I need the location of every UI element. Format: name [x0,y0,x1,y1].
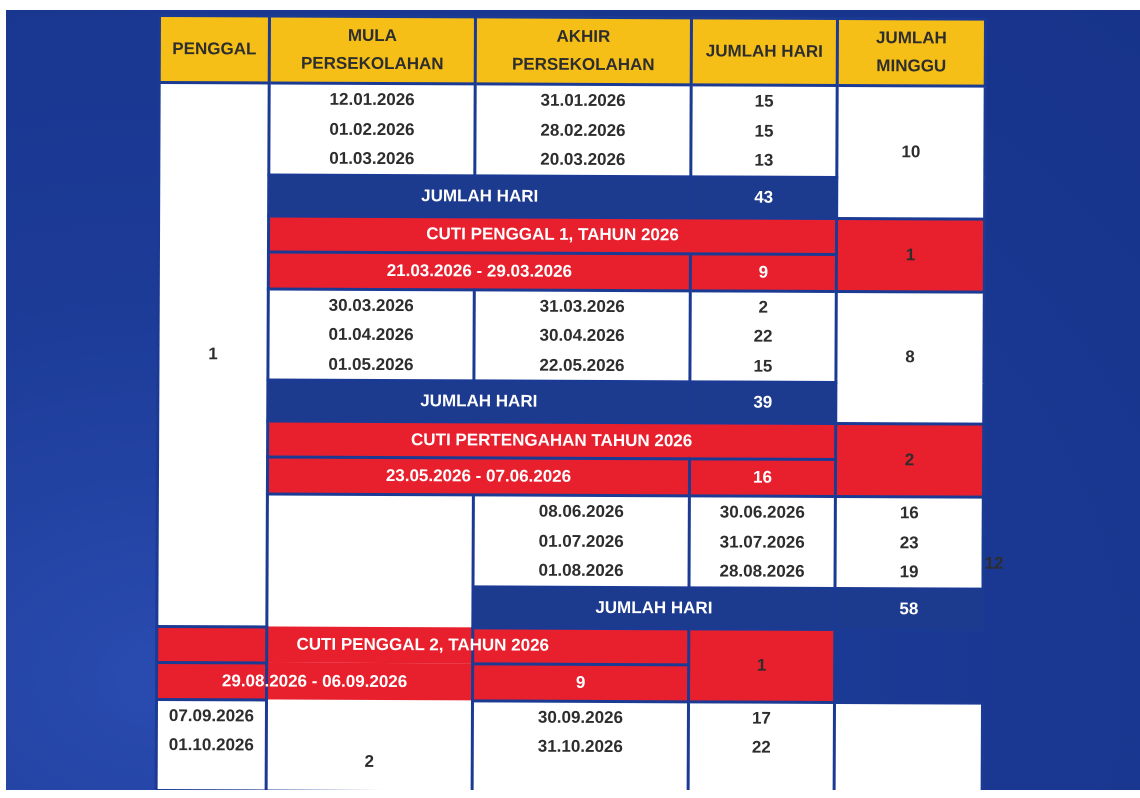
penggal-1-b-akhir: 31.03.2026 30.04.2026 22.05.2026 [474,289,690,381]
penggal-2-block-a-row [157,494,983,589]
total-value: 58 [835,588,983,630]
holiday-title: CUTI PERTENGAHAN TAHUN 2026 [268,421,836,459]
holiday-weeks: 2 [835,423,983,497]
penggal-2-b-akhir: 30.09.2026 31.10.2026 [472,700,688,792]
header-penggal: PENGGAL [159,16,269,83]
penggal-2-b-weeks [834,702,982,794]
holiday-title: CUTI PENGGAL 2, TAHUN 2026 [157,626,689,664]
penggal-2-a-mula: 08.06.2026 01.07.2026 01.08.2026 [473,495,689,587]
penggal-2-b-hari: 17 22 [688,701,834,793]
holiday-weeks: 1 [689,628,835,702]
penggal-2-a-hari: 16 23 19 [835,496,983,588]
photo-border-bottom [0,790,1140,798]
total-label: JUMLAH HARI [268,380,690,423]
penggal-1-a-akhir: 31.01.2026 28.02.2026 20.03.2026 [475,84,691,176]
header-jumlah-minggu: JUMLAH MINGGU [837,18,985,86]
total-value: 43 [691,176,837,218]
penggal-2-b-mula: 07.09.2026 01.10.2026 [156,699,266,791]
penggal-1-block-b-row [158,288,984,383]
penggal-1-a-mula: 12.01.2026 01.02.2026 01.03.2026 [269,83,475,175]
photo-border-top [0,0,1140,10]
header-akhir-persekolahan: AKHIR PERSEKOLAHAN [475,17,691,85]
holiday-weeks: 1 [836,218,984,292]
penggal-1-b-weeks: 8 [836,291,985,424]
header-jumlah-hari: JUMLAH HARI [691,18,837,86]
penggal-1-a-weeks: 10 [837,85,986,218]
holiday-days: 9 [473,663,689,701]
holiday-range: 23.05.2026 - 07.06.2026 [267,457,689,496]
holiday-days: 16 [689,459,835,497]
photo-border-left [0,0,6,798]
penggal-2-label: 2 [266,494,473,792]
penggal-1-block-a-row [159,83,985,178]
header-row [159,16,985,87]
total-label: JUMLAH HARI [473,586,835,629]
penggal-1-b-mula: 30.03.2026 01.04.2026 01.05.2026 [268,288,474,380]
penggal-1-a-hari: 15 15 13 [691,85,837,177]
header-mula-persekolahan: MULA PERSEKOLAHAN [269,16,475,84]
holiday-title: CUTI PENGGAL 1, TAHUN 2026 [268,215,836,253]
cuti-pertengahan-title-row [158,421,984,461]
cuti-penggal-2-range-row [157,662,983,703]
holiday-days: 9 [690,253,836,291]
penggal-2-a-akhir: 30.06.2026 31.07.2026 28.08.2026 [689,496,835,588]
total-label: JUMLAH HARI [269,174,691,217]
school-calendar-table [155,14,987,796]
total-value: 39 [690,382,836,424]
penggal-1-b-hari: 2 22 15 [690,290,836,382]
cuti-penggal-2-title-row [157,626,983,666]
cuti-penggal-1-title-row [158,215,984,255]
penggal-1-label: 1 [157,83,269,627]
holiday-range: 29.08.2026 - 06.09.2026 [157,662,473,700]
holiday-range: 21.03.2026 - 29.03.2026 [268,251,690,290]
